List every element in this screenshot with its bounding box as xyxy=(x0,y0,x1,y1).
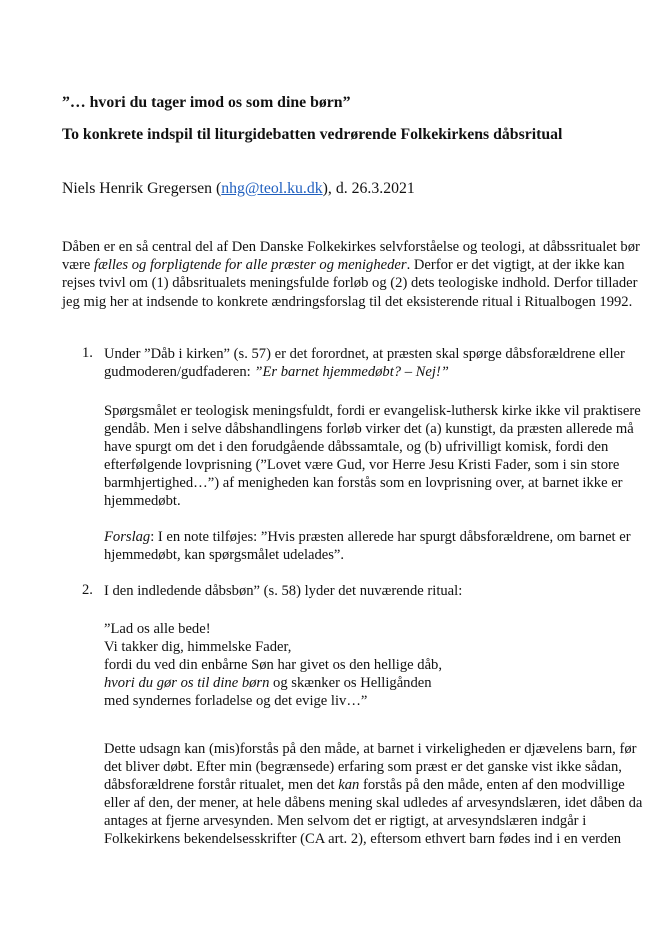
item2-para-line: det bliver døbt. Efter min (begrænsede) erfaring som præst er det ganske vist ikke sådan, xyxy=(104,759,622,775)
item2-para-line: antages at fjerne arvesynden. Men selvom det er rigtigt, at arvesyndslæren indgår i xyxy=(104,813,587,829)
item1-para-line: gendåb. Men i selve dåbshandlingens forløb virker det (a) kunstigt, da præsten allerede må xyxy=(104,421,634,437)
author-email-link[interactable]: nhg@teol.ku.dk xyxy=(221,180,323,197)
author-byline xyxy=(62,180,415,198)
intro-emphasis: fælles og forpligtende for alle præster og menigheder xyxy=(94,257,407,273)
item1-para-line: Spørgsmålet er teologisk meningsfuldt, fordi er evangelisk-luthersk kirke ikke vil praktisere xyxy=(104,403,641,419)
prayer-quote-line: ”Lad os alle bede! xyxy=(104,621,211,637)
item2-para-line: Folkekirkens bekendelsesskrifter (CA art. 2), eftersom ethvert barn fødes ind i en verden xyxy=(104,831,622,847)
item1-para-line: efterfølgende lovprisning (”Lovet være Gud, vor Herre Jesu Kristi Fader, som i sin store xyxy=(104,457,620,473)
prayer-quote-line: hvori du gør os til dine børn og skænker os Helligånden xyxy=(104,675,432,691)
item2-emphasis: kan xyxy=(338,777,360,793)
item2-para-line: eller af den, der mener, at hele dåbens mening skal udledes af arvesyndslæren, idet dåben da xyxy=(104,795,643,811)
document-subtitle: To konkrete indspil til liturgidebatten vedrørende Folkekirkens dåbsritual xyxy=(62,126,563,143)
author-name: Niels Henrik Gregersen ( xyxy=(62,180,222,197)
item1-para-line: hjemmedøbt. xyxy=(104,493,181,509)
item2-para-line: dåbsforældrene forstår ritualet, men det kan forstås på den måde, enten af den modvillige xyxy=(104,777,625,793)
item1-line: gudmoderen/gudfaderen: ”Er barnet hjemmedøbt? – Nej!” xyxy=(104,364,449,380)
item1-proposal-line: Forslag: I en note tilføjes: ”Hvis præsten allerede har spurgt dåbsforældrene, om barnet er xyxy=(104,529,631,545)
item1-para-line: have spurgt om det i den forudgående dåbssamtale, og (b) ufrivilligt komisk, fordi den xyxy=(104,439,609,455)
intro-line: rejses tvivl om (1) dåbsritualets meningsfulde forløb og (2) dets teologiske indhold. Derfor tillader xyxy=(62,275,638,291)
proposal-label: Forslag xyxy=(104,529,151,545)
item2-line: I den indledende dåbsbøn” (s. 58) lyder det nuværende ritual: xyxy=(104,583,463,599)
item1-line: Under ”Dåb i kirken” (s. 57) er det forordnet, at præsten skal spørge dåbsforældrene eller xyxy=(104,346,625,362)
document-date: ), d. 26.3.2021 xyxy=(322,180,415,197)
item2-para-line: Dette udsagn kan (mis)forstås på den måde, at barnet i virkeligheden er djævelens barn, før xyxy=(104,741,637,757)
intro-line: være fælles og forpligtende for alle præster og menigheder. Derfor er det vigtigt, at der ikke kan xyxy=(62,257,625,273)
document-title: ”… hvori du tager imod os som dine børn” xyxy=(62,94,351,111)
intro-line: jeg mig her at indsende to konkrete ændringsforslag til det eksisterende ritual i Ritualbogen 1992. xyxy=(62,294,633,310)
item1-para-line: barmhjertighed…”) af menigheden kan forstås som en lovprisning over, at barnet ikke er xyxy=(104,475,623,491)
list-number-2: 2. xyxy=(82,582,93,598)
prayer-emphasis: hvori du gør os til dine børn xyxy=(104,675,270,691)
prayer-quote-line: fordi du ved din enbårne Søn har givet os den hellige dåb, xyxy=(104,657,443,673)
prayer-quote-line: Vi takker dig, himmelske Fader, xyxy=(104,639,292,655)
item1-proposal-line: hjemmedøbt, kan spørgsmålet udelades”. xyxy=(104,547,345,563)
list-number-1: 1. xyxy=(82,345,93,361)
intro-line: Dåben er en så central del af Den Danske Folkekirkes selvforståelse og teologi, at dåbssritualet bør xyxy=(62,239,640,255)
prayer-quote-line: med syndernes forladelse og det evige liv…” xyxy=(104,693,368,709)
item1-question: ”Er barnet hjemmedøbt? – Nej!” xyxy=(254,364,449,380)
